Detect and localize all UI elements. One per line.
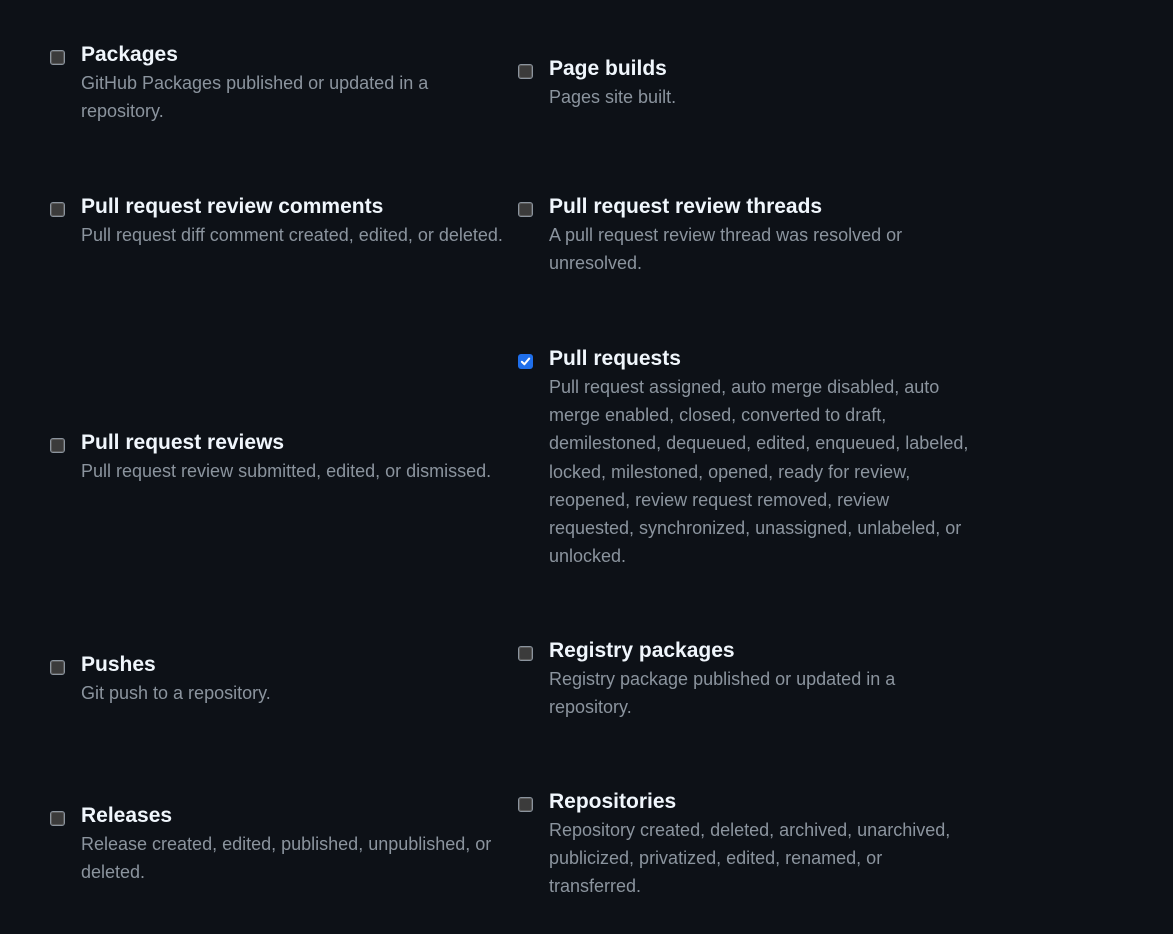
event-description: Pull request diff comment created, edited, or deleted. xyxy=(81,225,503,245)
checkmark-icon xyxy=(520,356,531,367)
event-description: Pull request assigned, auto merge disabled, auto merge enabled, closed, converted to draft, demilestoned, dequeued, edited, enqueued, labeled, locked, milestoned, opened, ready for review, reopened, review request removed, review requested, synchronized, unassigned, unlabeled, or unlocked. xyxy=(549,377,969,567)
event-title[interactable]: Registry packages xyxy=(549,639,735,662)
repositories-checkbox[interactable] xyxy=(518,797,533,812)
page-builds-checkbox[interactable] xyxy=(518,64,533,79)
event-releases xyxy=(50,804,510,886)
event-packages xyxy=(50,43,510,125)
event-registry-packages xyxy=(518,639,978,721)
event-title[interactable]: Pull requests xyxy=(549,347,681,370)
event-title[interactable]: Page builds xyxy=(549,57,667,80)
event-title[interactable]: Pushes xyxy=(81,653,156,676)
event-description: Release created, edited, published, unpublished, or deleted. xyxy=(81,834,492,883)
registry-packages-checkbox[interactable] xyxy=(518,646,533,661)
packages-checkbox[interactable] xyxy=(50,50,65,65)
pull-requests-checkbox[interactable] xyxy=(518,354,533,369)
releases-checkbox[interactable] xyxy=(50,811,65,826)
event-pull-request-review-comments xyxy=(50,195,510,249)
event-description: A pull request review thread was resolved or unresolved. xyxy=(549,225,903,274)
event-title[interactable]: Pull request review comments xyxy=(81,195,384,218)
event-description: Pages site built. xyxy=(549,87,677,107)
event-page-builds xyxy=(518,57,978,111)
pull-request-review-comments-checkbox[interactable] xyxy=(50,202,65,217)
event-pushes xyxy=(50,653,510,707)
event-title[interactable]: Packages xyxy=(81,43,178,66)
event-repositories xyxy=(518,790,978,901)
event-title[interactable]: Releases xyxy=(81,804,173,827)
pushes-checkbox[interactable] xyxy=(50,660,65,675)
event-title[interactable]: Pull request review threads xyxy=(549,195,823,218)
event-description: Registry package published or updated in a repository. xyxy=(549,669,896,718)
pull-request-reviews-checkbox[interactable] xyxy=(50,438,65,453)
event-pull-request-reviews xyxy=(50,431,510,485)
event-description: Git push to a repository. xyxy=(81,683,271,703)
pull-request-review-threads-checkbox[interactable] xyxy=(518,202,533,217)
event-title[interactable]: Repositories xyxy=(549,790,677,813)
event-description: Repository created, deleted, archived, unarchived, publicized, privatized, edited, renamed, or transferred. xyxy=(549,820,951,897)
event-description: GitHub Packages published or updated in a repository. xyxy=(81,73,429,122)
event-title[interactable]: Pull request reviews xyxy=(81,431,285,454)
event-description: Pull request review submitted, edited, or dismissed. xyxy=(81,461,492,481)
event-pull-requests xyxy=(518,347,978,570)
event-pull-request-review-threads xyxy=(518,195,978,277)
